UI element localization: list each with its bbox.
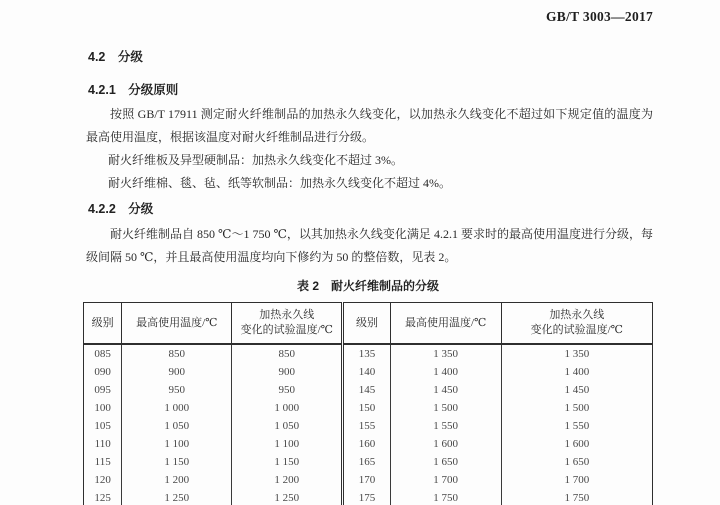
table-caption: 表 2 耐火纤维制品的分级 <box>296 279 439 293</box>
table-cell: 105 <box>94 420 111 432</box>
list-item-soft-products: 耐火纤维棉、毯、毡、纸等软制品：加热永久线变化不超过 4%。 <box>108 176 451 190</box>
col-header-test-temp-left-line1: 加热永久线 <box>259 309 315 321</box>
standard-number: GB/T 3003—2017 <box>546 9 654 24</box>
table-cell: 135 <box>343 344 390 363</box>
table-cell: 1 600 <box>501 435 652 453</box>
table-cell: 100 <box>94 402 111 414</box>
table-cell: 145 <box>343 381 390 399</box>
table-cell: 1 500 <box>501 399 652 417</box>
table-cell: 1 650 <box>390 453 501 471</box>
table-cell: 1 050 <box>232 417 343 435</box>
table-row <box>84 399 653 417</box>
table-cell: 1 350 <box>501 344 652 363</box>
table-cell: 1 450 <box>390 381 501 399</box>
table-cell: 1 650 <box>501 453 652 471</box>
table-body <box>84 344 653 505</box>
col-header-test-temp-left-line2: 变化的试验温度/℃ <box>240 324 333 336</box>
paragraph-classification-detail: 耐火纤维制品自 850 ℃～1 750 ℃，以其加热永久线变化满足 4.2.1 要求时的最高使用温度进行分级，每级间隔 50 ℃，并且最高使用温度均向下修约为 50 的整倍数，见表 2。 <box>86 227 653 264</box>
section-heading-4-2-1: 4.2.1 分级原则 <box>88 83 179 97</box>
col-header-test-temp-right-line2: 变化的试验温度/℃ <box>530 324 623 336</box>
table-cell: 1 700 <box>501 471 652 489</box>
col-header-test-temp-right-line1: 加热永久线 <box>549 309 605 321</box>
table-cell: 1 150 <box>122 453 232 471</box>
table-cell: 950 <box>122 381 232 399</box>
table-header-row <box>84 303 653 345</box>
col-header-max-temp-left: 最高使用温度/℃ <box>122 303 232 345</box>
table-cell: 1 750 <box>501 489 652 505</box>
table-cell: 1 550 <box>501 417 652 435</box>
table-cell: 1 400 <box>501 363 652 381</box>
table-cell: 1 550 <box>390 417 501 435</box>
table-cell: 140 <box>343 363 390 381</box>
table-cell: 1 750 <box>390 489 501 505</box>
col-header-level-right: 级别 <box>343 303 390 345</box>
table-cell: 085 <box>94 348 111 360</box>
classification-table <box>83 302 653 505</box>
table-cell: 1 600 <box>390 435 501 453</box>
table-cell: 1 000 <box>122 399 232 417</box>
table-cell: 175 <box>343 489 390 505</box>
table-cell: 900 <box>122 363 232 381</box>
table-row <box>84 489 653 505</box>
table-row <box>84 471 653 489</box>
table-cell: 1 400 <box>390 363 501 381</box>
table-header <box>84 303 653 345</box>
table-cell: 1 700 <box>390 471 501 489</box>
table-cell: 1 250 <box>232 489 343 505</box>
section-heading-4-2-2: 4.2.2 分级 <box>88 202 154 216</box>
col-header-max-temp-right: 最高使用温度/℃ <box>390 303 501 345</box>
table-row <box>84 363 653 381</box>
section-heading-4-2: 4.2 分级 <box>88 50 143 64</box>
table-row <box>84 435 653 453</box>
col-header-level-left: 级别 <box>84 303 122 345</box>
table-cell: 170 <box>343 471 390 489</box>
table-cell: 110 <box>94 438 111 450</box>
table-cell: 090 <box>94 366 111 378</box>
table-cell: 1 500 <box>390 399 501 417</box>
table-cell: 1 450 <box>501 381 652 399</box>
table-cell: 1 050 <box>122 417 232 435</box>
table-row <box>84 381 653 399</box>
table-cell: 160 <box>343 435 390 453</box>
table-row <box>84 417 653 435</box>
table-cell: 1 250 <box>122 489 232 505</box>
table-cell: 115 <box>94 456 111 468</box>
list-item-hard-products: 耐火纤维板及异型硬制品：加热永久线变化不超过 3%。 <box>108 153 403 167</box>
table-cell: 1 150 <box>232 453 343 471</box>
table-cell: 1 350 <box>390 344 501 363</box>
col-header-test-temp-left <box>232 303 343 345</box>
table-cell: 150 <box>343 399 390 417</box>
col-header-test-temp-right <box>501 303 652 345</box>
table-cell: 1 200 <box>232 471 343 489</box>
table-cell: 120 <box>94 474 111 486</box>
table-row <box>84 344 653 363</box>
table-cell: 095 <box>94 384 111 396</box>
table-cell: 125 <box>94 492 111 504</box>
table-cell: 165 <box>343 453 390 471</box>
table-cell: 155 <box>343 417 390 435</box>
table-cell: 950 <box>232 381 343 399</box>
paragraph-classification-principle: 按照 GB/T 17911 测定耐火纤维制品的加热永久线变化，以加热永久线变化不超过如下规定值的温度为最高使用温度，根据该温度对耐火纤维制品进行分级。 <box>86 107 653 144</box>
table-cell: 1 200 <box>122 471 232 489</box>
table-cell: 850 <box>122 344 232 363</box>
table-cell: 1 100 <box>232 435 343 453</box>
table-row <box>84 453 653 471</box>
table-cell: 1 000 <box>232 399 343 417</box>
table-cell: 900 <box>232 363 343 381</box>
table-cell: 1 100 <box>122 435 232 453</box>
table-cell: 850 <box>232 344 343 363</box>
